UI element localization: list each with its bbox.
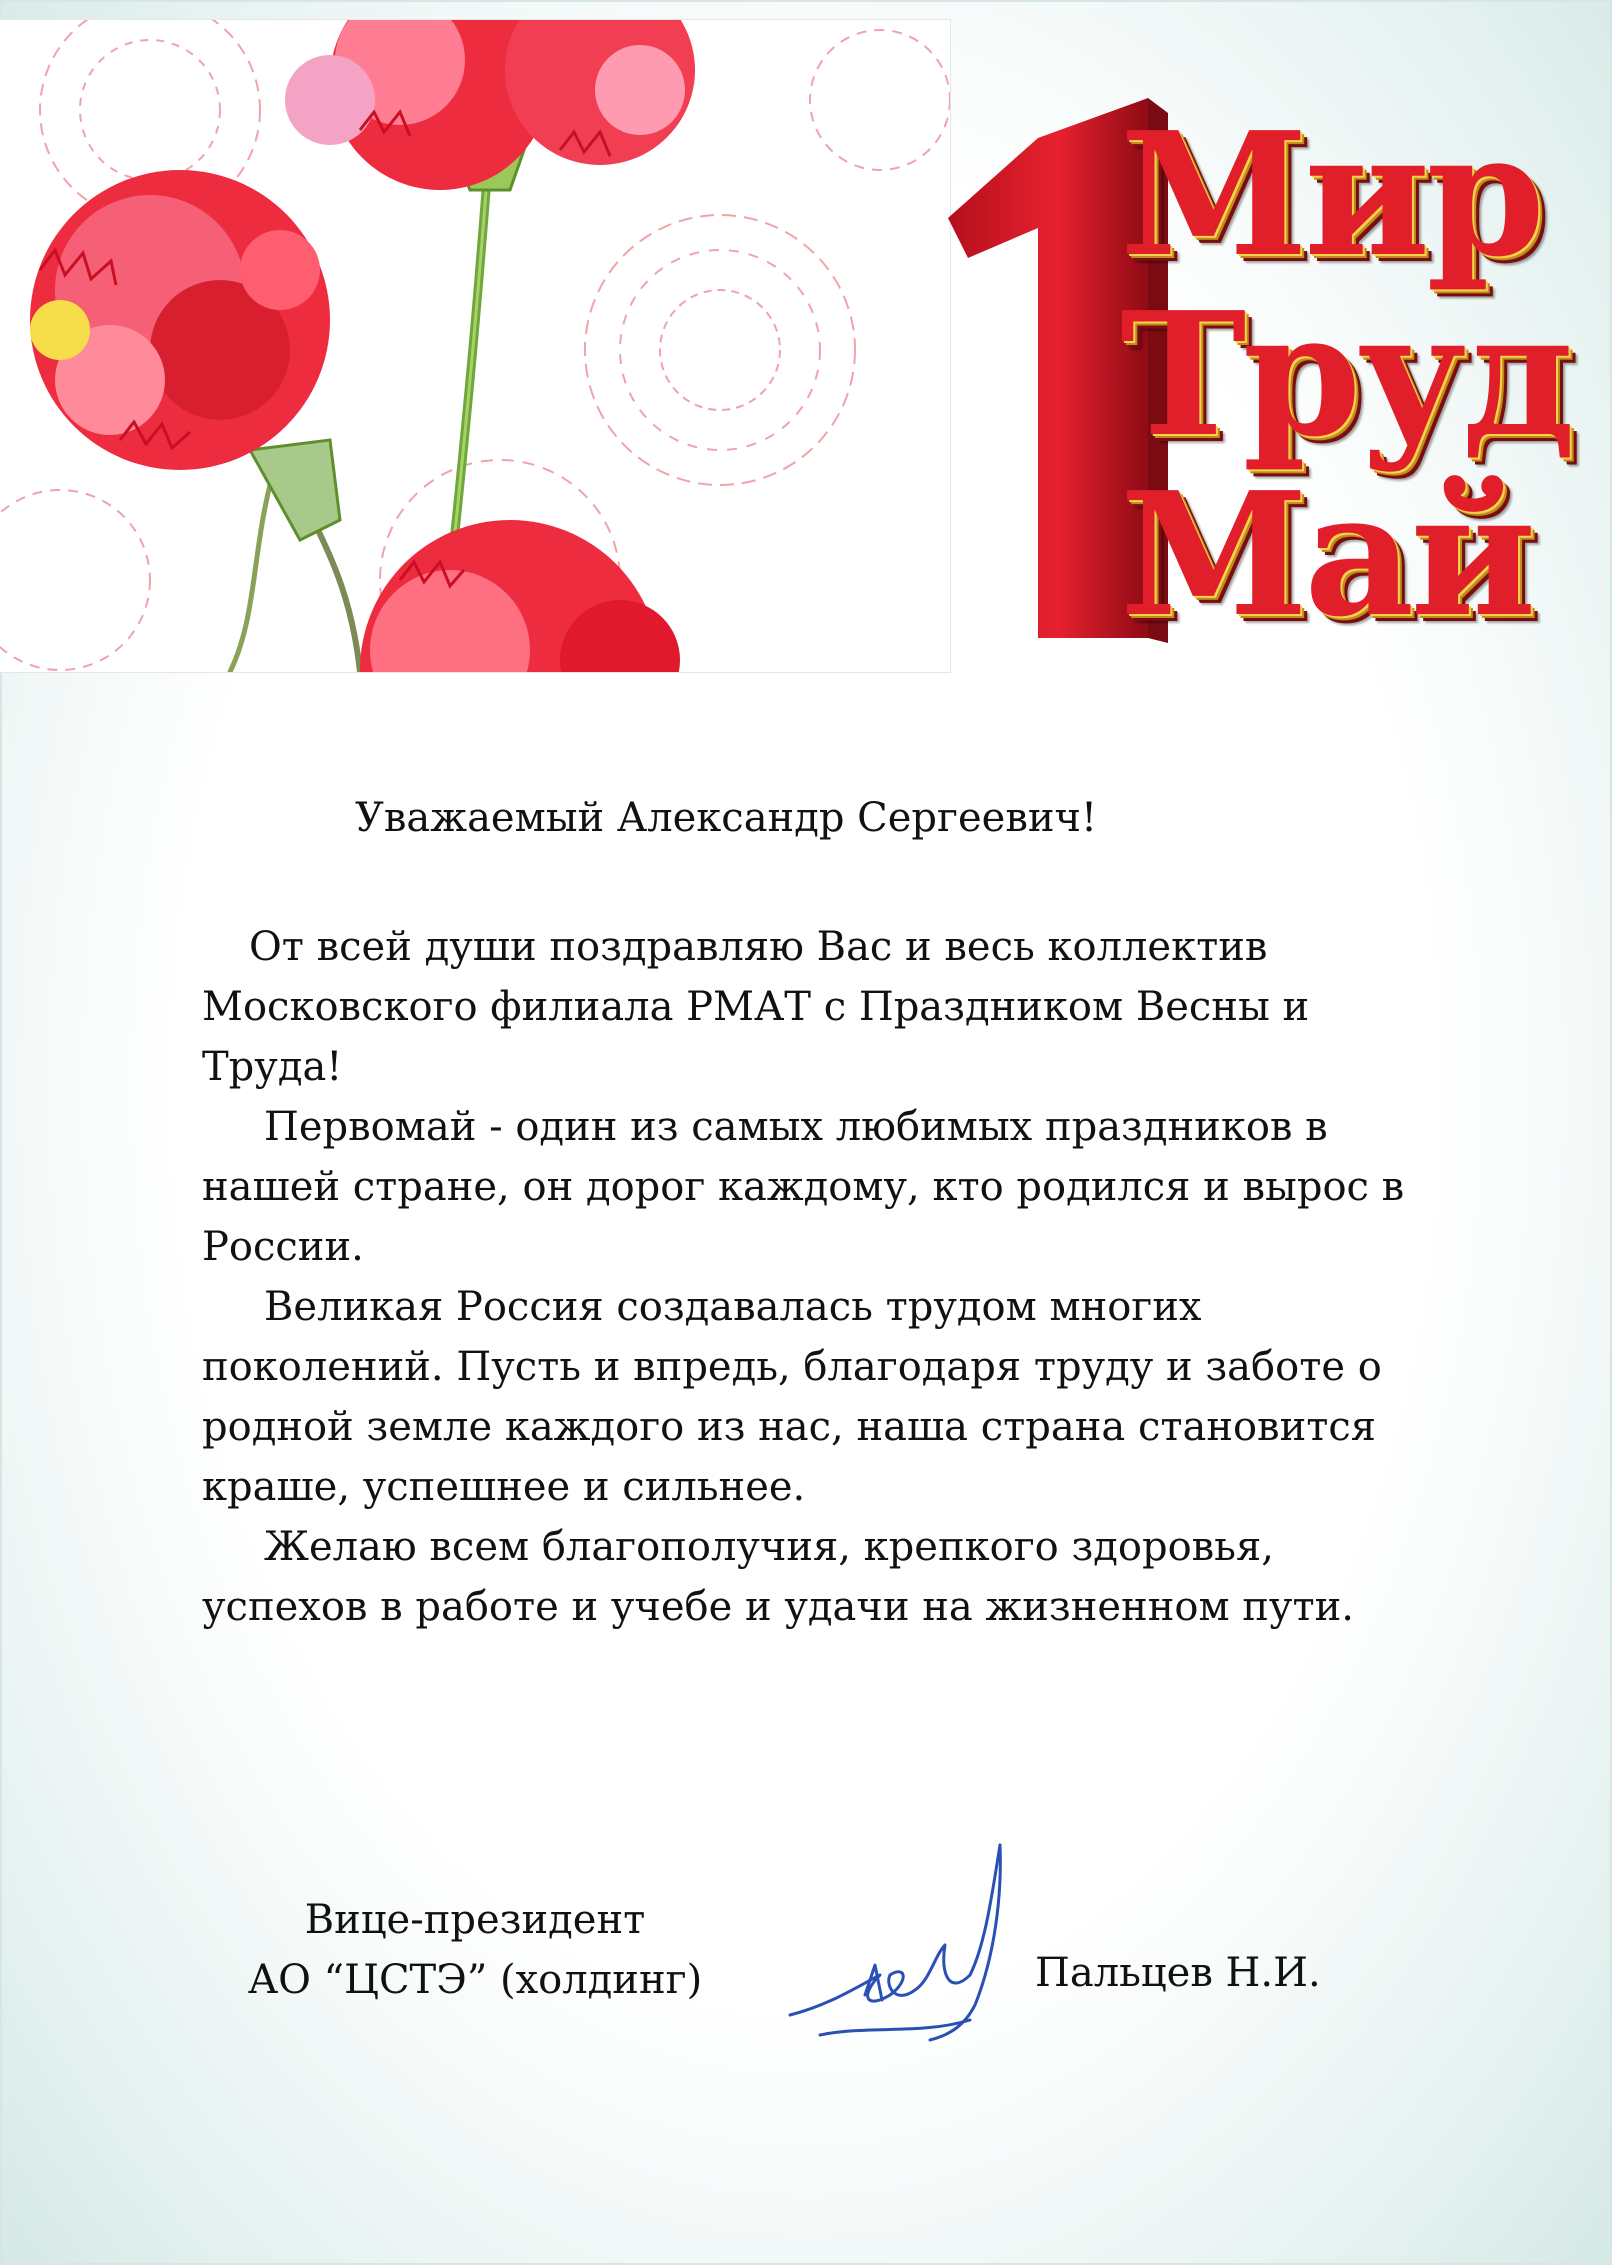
signatory-company: АО “ЦСТЭ” (холдинг): [247, 1957, 703, 2003]
holiday-title: [950, 95, 1572, 655]
title-word-trud: Труд: [1120, 275, 1572, 475]
title-word-may: Май: [1120, 455, 1533, 655]
handwritten-signature: [770, 1835, 1020, 2065]
signatory-position: Вице-президент: [304, 1897, 646, 1943]
letter-body: [202, 917, 1432, 1637]
letter-greeting: Уважаемый Александр Сергеевич!: [355, 795, 1098, 841]
signatory-name: Пальцев Н.И.: [1035, 1950, 1321, 1996]
signatory-title: [225, 1890, 725, 2010]
paragraph-2: Первомай - один из самых любимых праздников в нашей стране, он дорог каждому, кто родился и вырос в России.: [202, 1104, 1405, 1270]
paragraph-4: Желаю всем благополучия, крепкого здоровья, успехов в работе и учебе и удачи на жизненном пути.: [202, 1524, 1354, 1630]
title-word-mir: Мир: [1120, 95, 1542, 295]
paragraph-1: От всей души поздравляю Вас и весь коллектив Московского филиала РМАТ с Праздником Весны и Труда!: [202, 924, 1310, 1090]
paragraph-3: Великая Россия создавалась трудом многих поколений. Пусть и впредь, благодаря труду и заботе о родной земле каждого из нас, наша страна становится краше, успешнее и сильнее.: [202, 1284, 1382, 1510]
carnation-artwork: [0, 20, 950, 672]
carnation-illustration: [0, 20, 950, 672]
